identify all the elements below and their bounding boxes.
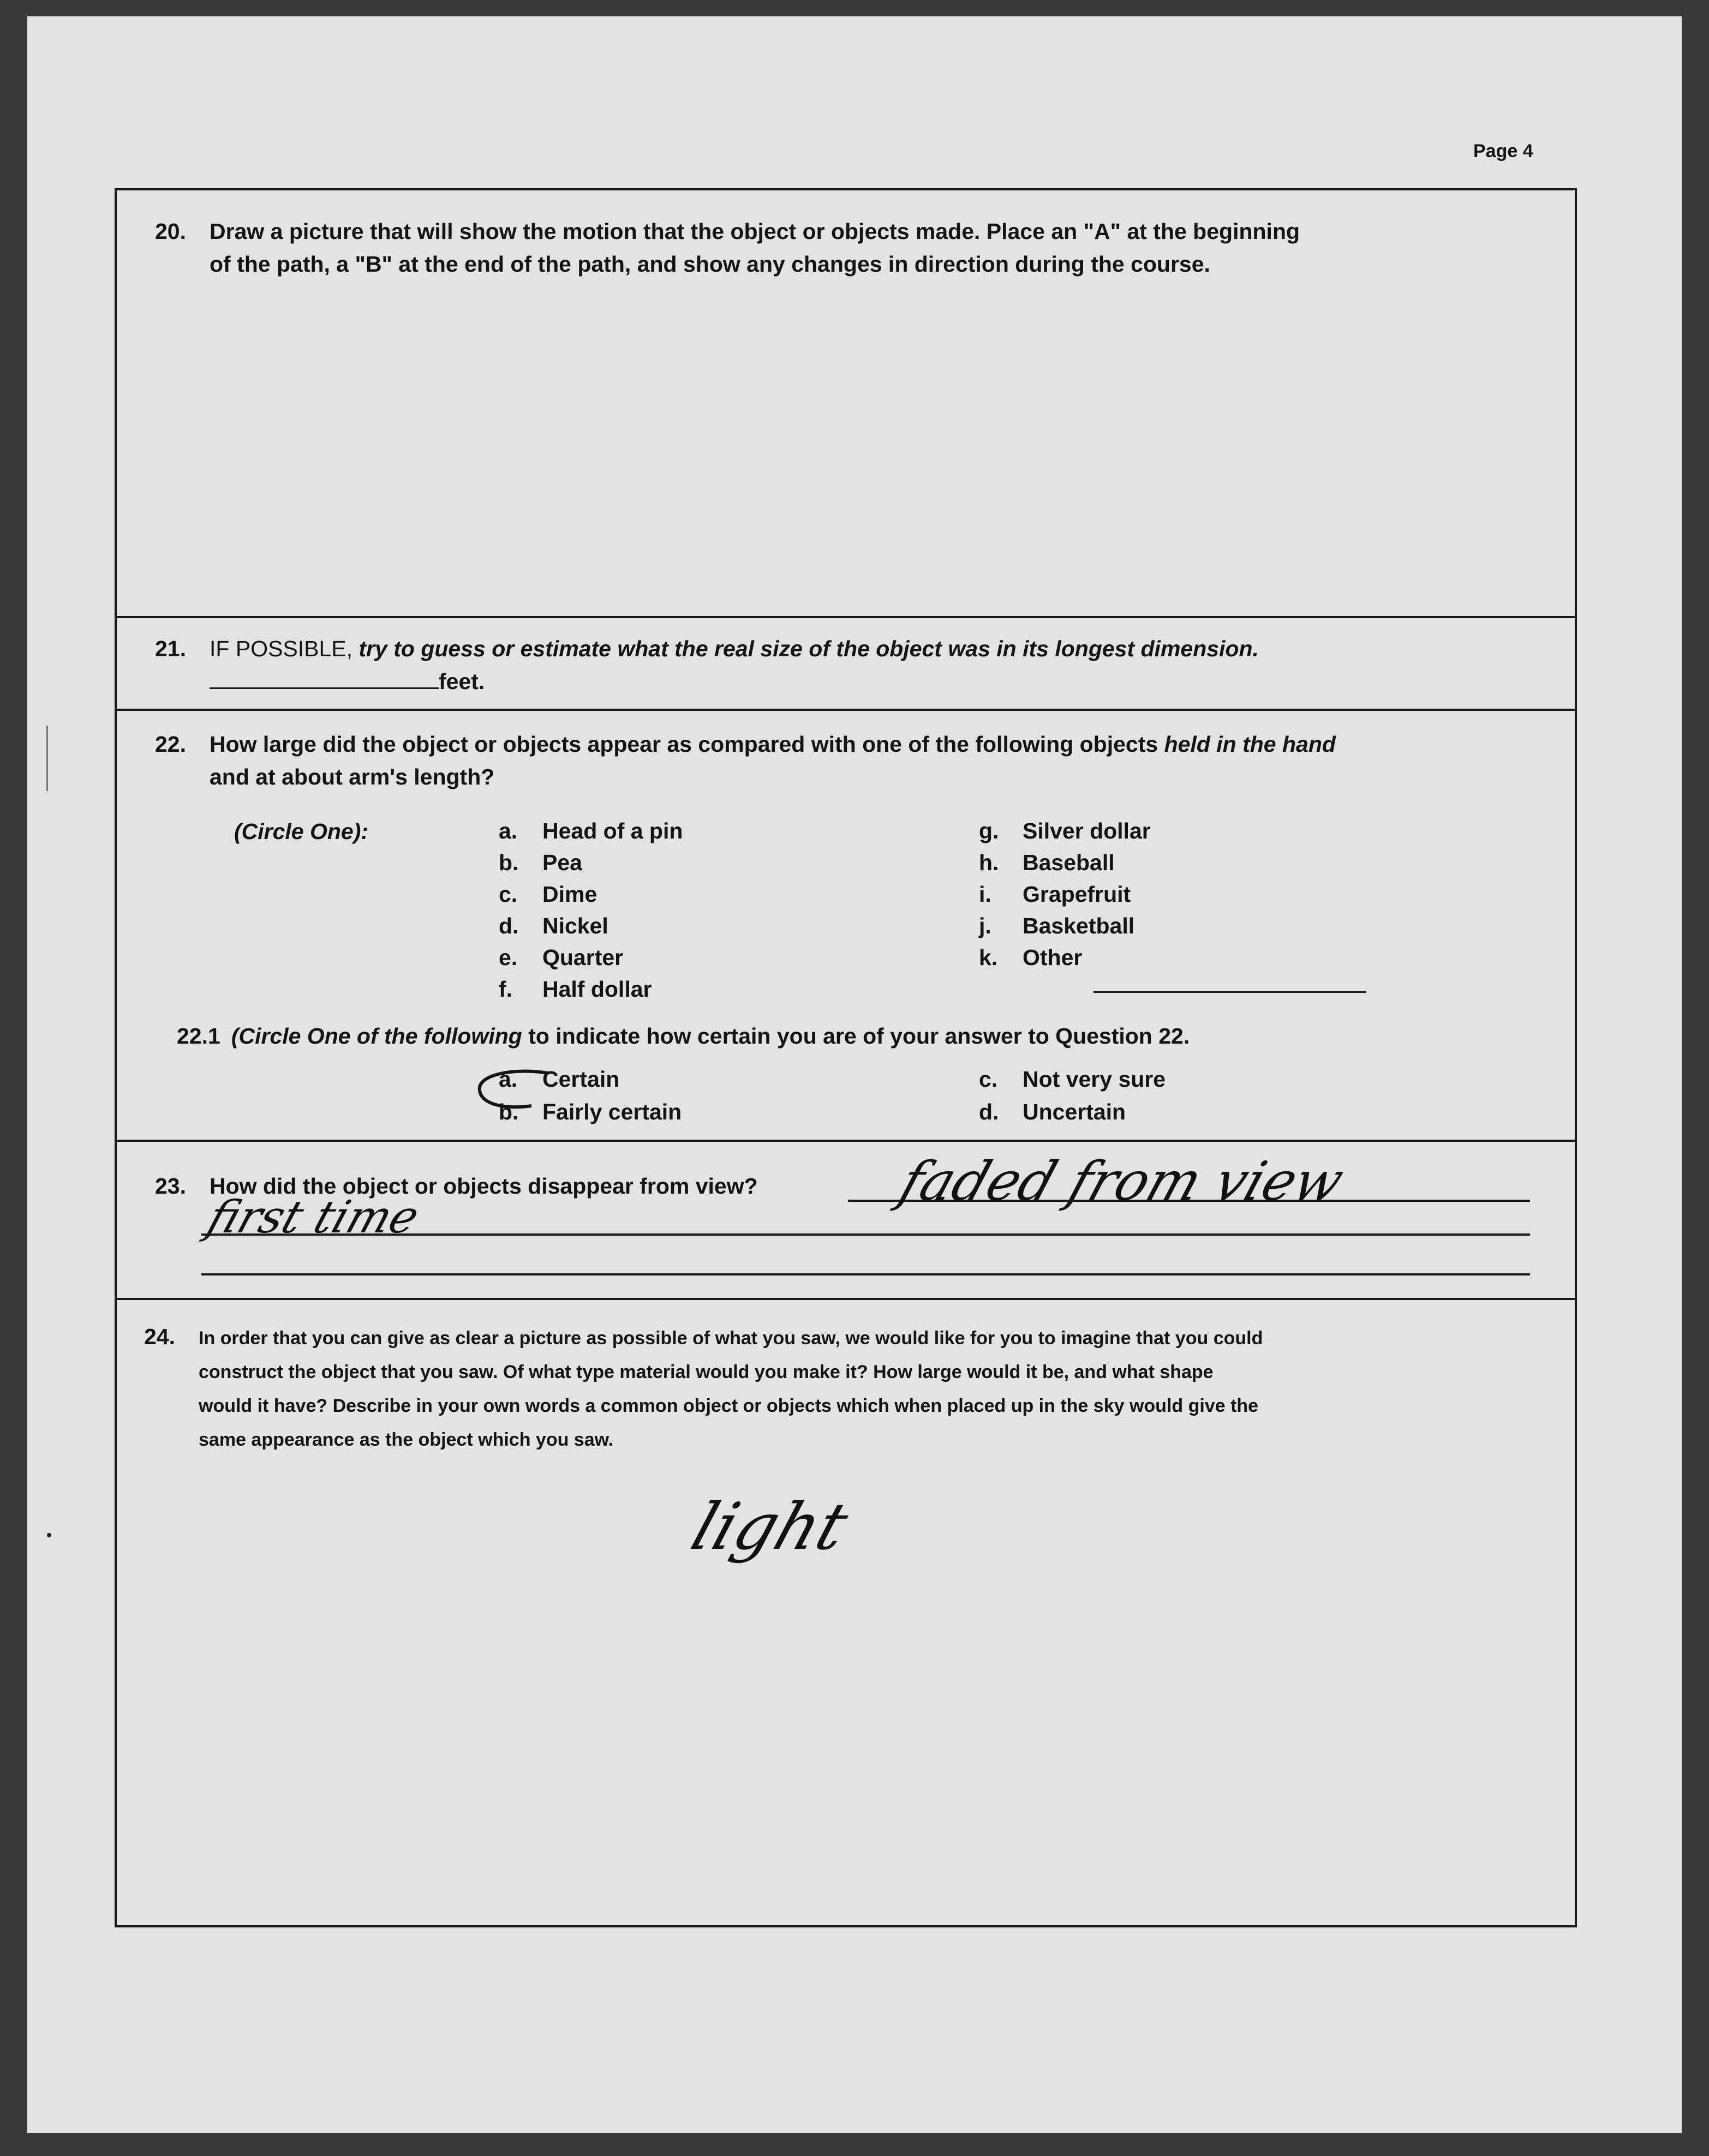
question-21-number: 21. [155,636,186,661]
question-22-number: 22. [155,732,186,757]
handwritten-answer-23a: faded from view [892,1151,1352,1213]
question-21-prefix: IF POSSIBLE, [210,636,353,661]
option-label: Quarter [542,945,624,970]
question-23-text: How did the object or objects disappear from view? [210,1173,758,1199]
scan-mark [47,1533,51,1537]
option-nickel[interactable] [499,910,608,942]
option-label: Baseball [1023,850,1115,875]
option-silver-dollar[interactable] [979,815,1151,847]
question-24 [144,1320,1563,1457]
question-24-number: 24. [144,1324,175,1349]
question-22-line1: How large did the object or objects appear as compared with one of the following objects [210,732,1158,757]
option-letter: i. [979,882,991,907]
handwritten-answer-23b: first time [201,1191,426,1243]
question-20 [155,215,1552,280]
option-pea[interactable] [499,847,582,878]
other-size-field[interactable] [1093,991,1366,993]
circled-answer-mark [466,1063,575,1123]
question-22-1-number: 22.1 [177,1023,220,1049]
option-half-dollar[interactable] [499,973,652,1005]
question-22-1-text-a: (Circle One of the following [231,1023,522,1049]
option-label: Pea [542,850,582,875]
option-quarter[interactable] [499,942,623,973]
option-letter: a. [499,1067,518,1092]
divider [117,709,1575,711]
question-22-1-text-b: to indicate how certain you are of your answer to Question 22. [528,1023,1190,1049]
option-letter: e. [499,945,518,970]
option-label: Grapefruit [1023,882,1131,907]
option-label: Uncertain [1023,1099,1126,1124]
option-label: Fairly certain [542,1099,682,1124]
option-baseball[interactable] [979,847,1115,878]
question-21-text: try to guess or estimate what the real size of the object was in its longest dimension. [358,636,1259,661]
scan-mark [46,726,48,791]
option-not-very-sure[interactable] [979,1063,1166,1095]
divider [117,1298,1575,1300]
option-label: Other [1023,945,1083,970]
option-letter: c. [979,1067,998,1092]
option-letter: d. [499,913,519,938]
option-basketball[interactable] [979,910,1134,942]
document-sheet [27,16,1682,2133]
option-label: Not very sure [1023,1067,1166,1092]
question-24-line1: In order that you can give as clear a picture as possible of what you saw, we would like for you to imagine that you could [199,1328,1263,1349]
option-grapefruit[interactable] [979,878,1131,910]
divider [117,1140,1575,1142]
size-estimate-field[interactable] [210,666,439,689]
question-21 [155,632,1552,698]
option-letter: f. [499,977,513,1002]
option-letter: a. [499,818,518,843]
option-label: Silver dollar [1023,818,1151,843]
option-other[interactable] [979,942,1082,973]
question-22-1 [177,1020,1574,1052]
option-head-of-a-pin[interactable] [499,815,683,847]
question-21-unit: feet. [439,669,485,694]
option-label: Head of a pin [542,818,683,843]
option-letter: c. [499,882,518,907]
question-24-line4: same appearance as the object which you saw. [199,1429,614,1450]
option-letter: j. [979,913,991,938]
option-uncertain[interactable] [979,1096,1126,1128]
question-22-instruction: (Circle One): [234,819,369,844]
option-letter: g. [979,818,999,843]
question-24-answer-area[interactable] [122,1462,1568,1920]
question-20-number: 20. [155,219,186,244]
option-label: Nickel [542,913,608,938]
page-number: Page 4 [1473,141,1533,161]
handwritten-answer-24: light [683,1489,857,1564]
option-label: Basketball [1023,913,1135,938]
option-label: Dime [542,882,597,907]
question-24-line2: construct the object that you saw. Of what type material would you make it? How large would it be, and what shape [199,1362,1214,1382]
divider [117,616,1575,618]
option-label: Certain [542,1067,620,1092]
answer-line[interactable] [201,1273,1530,1275]
question-24-line3: would it have? Describe in your own words a common object or objects which when placed up in the sky would give the [199,1396,1259,1416]
question-22-emphasis: held in the hand [1164,732,1336,757]
question-22-line2: and at about arm's length? [210,764,495,789]
option-letter: b. [499,1099,519,1124]
option-letter: k. [979,945,998,970]
option-letter: b. [499,850,519,875]
question-20-line2: of the path, a "B" at the end of the path, and show any changes in direction during the course. [210,251,1210,277]
question-20-drawing-area[interactable] [122,283,1568,610]
option-dime[interactable] [499,878,597,910]
question-22 [155,728,1563,793]
questionnaire-form [115,188,1577,1927]
option-label: Half dollar [542,977,652,1002]
option-letter: d. [979,1099,999,1124]
option-letter: h. [979,850,999,875]
question-20-line1: Draw a picture that will show the motion that the object or objects made. Place an "A" at the beginning [210,219,1300,244]
question-23-number: 23. [155,1173,186,1199]
